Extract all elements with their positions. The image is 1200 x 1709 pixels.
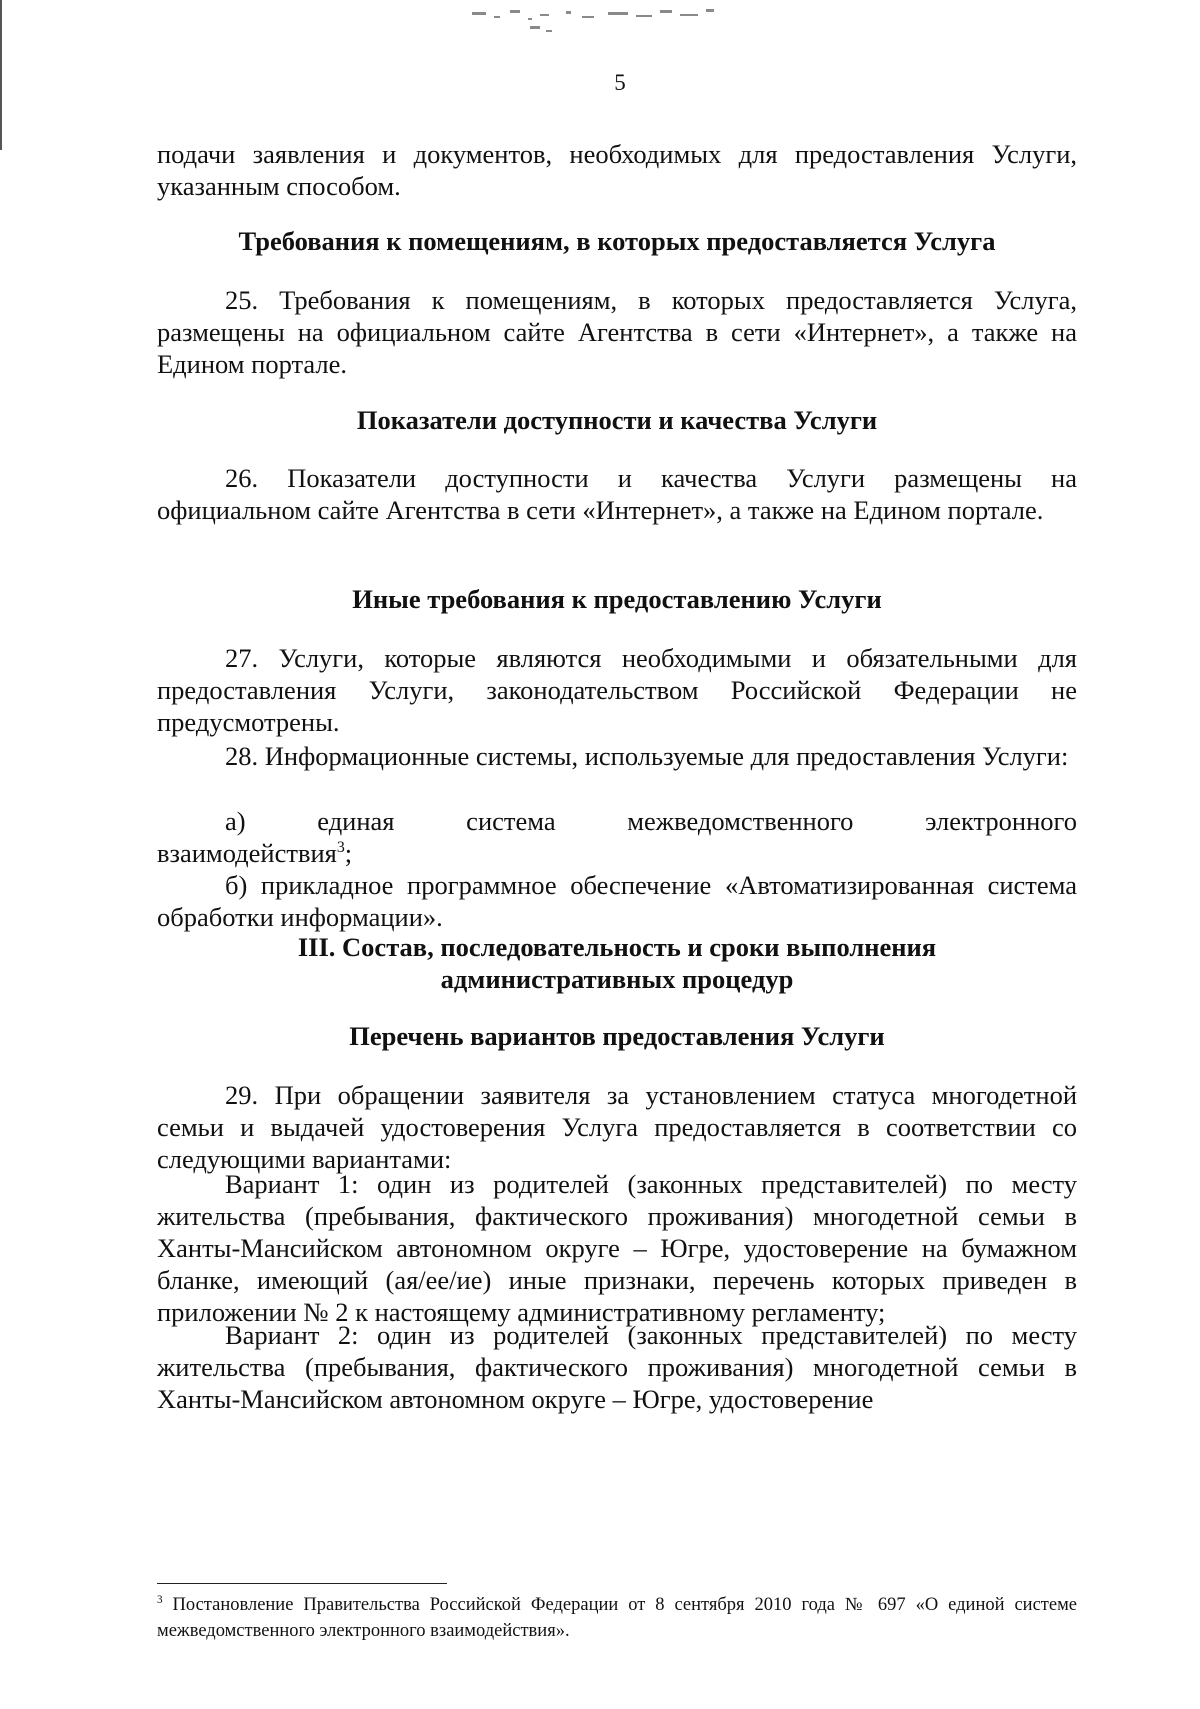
footnote [157,1592,1077,1644]
footnote-mark: 3 [157,1593,163,1606]
paragraph-27: 27. Услуги, которые являются необходимыми и обязательными для предоставления Услуги, законодательством Российской Федерации не предусмотрены. [157,643,1077,737]
heading-variants: Перечень вариантов предоставления Услуги [349,1021,885,1051]
heading-premises: Требования к помещениям, в которых предоставляется Услуга [238,226,996,256]
paragraph-29: 29. При обращении заявителя за установлением статуса многодетной семьи и выдачей удостоверения Услуга предоставляется в соответствии со следующими вариантами: [157,1080,1077,1174]
item-a-first-line: а) единая система межведомственного электронного [225,806,1077,836]
paragraph-26: 26. Показатели доступности и качества Услуги размещены на официальном сайте Агентства в сети «Интернет», а также на Едином портале. [157,463,1077,525]
scan-artifact [470,4,740,38]
section-3-heading-line-2: административных процедур [440,964,794,994]
variant-2-paragraph: Вариант 2: один из родителей (законных представителей) по месту жительства (пребывания, фактического проживания) многодетной семьи в Ханты-Мансийском автономном округе – Югре, удостоверение [157,1320,1077,1414]
page-number: 5 [614,70,626,95]
paragraph-28: 28. Информационные системы, используемые для предоставления Услуги: [225,741,1069,771]
item-a-text: взаимодействия [157,838,337,868]
footnote-reference: 3 [336,839,345,857]
heading-indicators: Показатели доступности и качества Услуги [356,405,878,435]
item-a-end: ; [344,838,353,868]
section-3-heading-line-1: III. Состав, последовательность и сроки выполнения [297,932,937,962]
paragraph-25: 25. Требования к помещениям, в которых предоставляется Услуга, размещены на официальном сайте Агентства в сети «Интернет», а также на Едином портале. [157,285,1077,379]
footnote-separator [157,1583,447,1584]
intro-paragraph: подачи заявления и документов, необходимых для предоставления Услуги, указанным способом. [157,139,1077,201]
heading-other-requirements: Иные требования к предоставлению Услуги [352,584,882,614]
section-3-heading [157,931,1077,995]
footnote-text: Постановление Правительства Российской Федерации от 8 сентября 2010 года № 697 «О единой системе межведомственного электронного взаимодействия». [157,1595,1078,1641]
item-a-second-line [157,837,1077,869]
paragraph-28-item-a [157,805,1077,869]
variant-1-paragraph: Вариант 1: один из родителей (законных представителей) по месту жительства (пребывания, фактического проживания) многодетной семьи в Ханты-Мансийском автономном округе – Югре, удостоверение на бумажном бланке, имеющий (ая/ее/ие) иные признаки, перечень которых приведен в приложении № 2 к настоящему административному регламенту; [157,1169,1077,1327]
paragraph-28-item-b: б) прикладное программное обеспечение «Автоматизированная система обработки информации». [157,870,1077,932]
